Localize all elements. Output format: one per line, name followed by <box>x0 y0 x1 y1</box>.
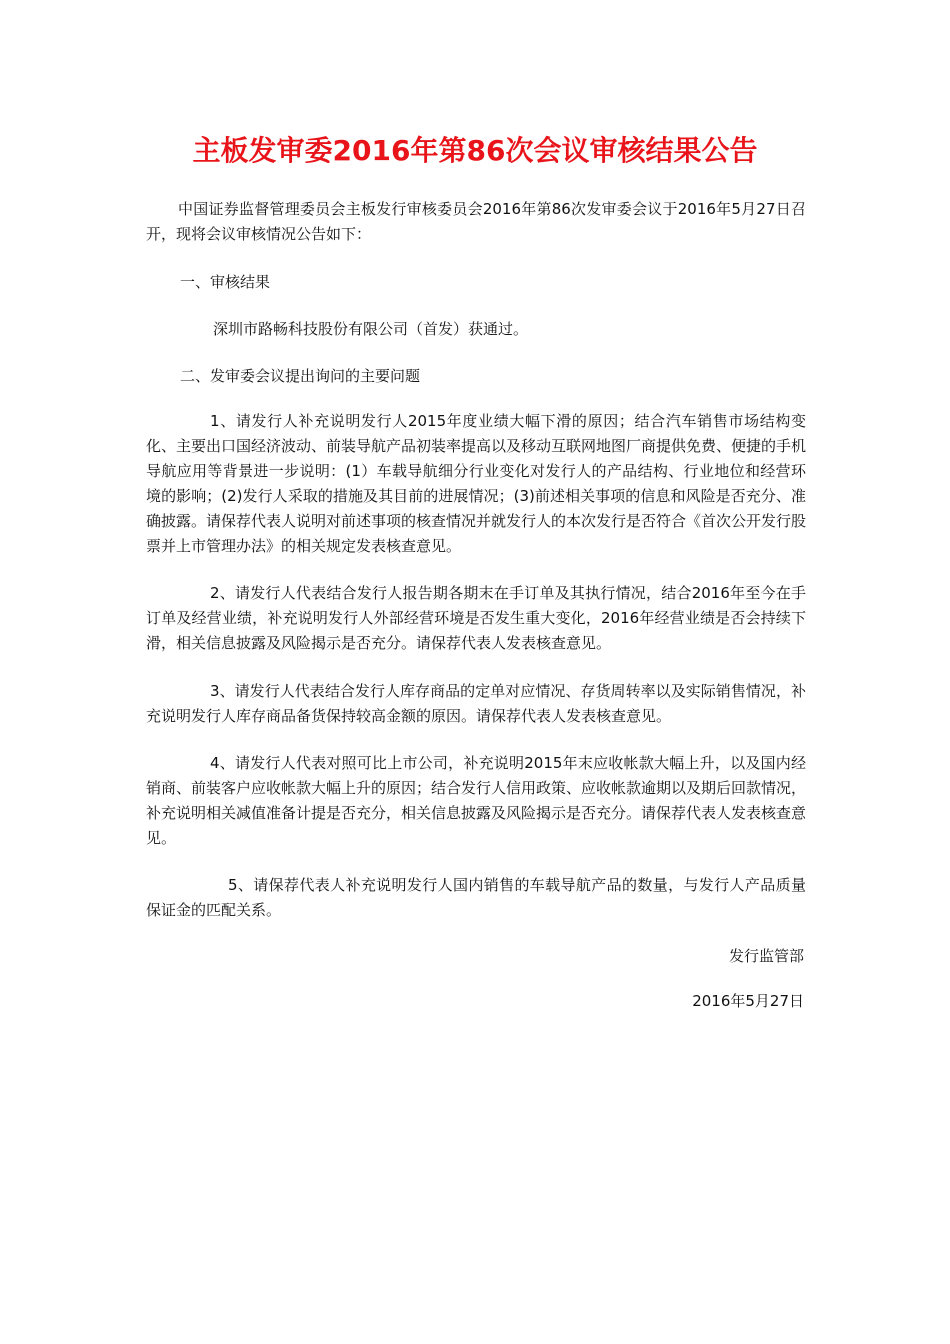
document-title: 主板发审委2016年第86次会议审核结果公告 <box>192 134 758 167</box>
question-1: 1、请发行人补充说明发行人2015年度业绩大幅下滑的原因；结合汽车销售市场结构变化、主要出口国经济波动、前装导航产品初装率提高以及移动互联网地图厂商提供免费、便捷的手机导航应用等背景进一步说明：(1）车载导航细分行业变化对发行人的产品结构、行业地位和经营环境的影响；(2)发行人采取的措施及其目前的进展情况；(3)前述相关事项的信息和风险是否充分、准确披露。请保荐代表人说明对前述事项的核查情况并就发行人的本次发行是否符合《首次公开发行股票并上市管理办法》的相关规定发表核查意见。 <box>146 412 807 555</box>
section2-heading: 二、发审委会议提出询问的主要问题 <box>180 367 421 385</box>
signature-date: 2016年5月27日 <box>692 992 804 1010</box>
signature-department: 发行监管部 <box>728 947 804 965</box>
section1-heading: 一、审核结果 <box>180 273 271 291</box>
question-4: 4、请发行人代表对照可比上市公司，补充说明2015年末应收帐款大幅上升，以及国内经销商、前装客户应收帐款大幅上升的原因；结合发行人信用政策、应收帐款逾期以及期后回款情况，补充说明相关减值准备计提是否充分，相关信息披露及风险揭示是否充分。请保荐代表人发表核查意见。 <box>146 754 807 847</box>
question-3: 3、请发行人代表结合发行人库存商品的定单对应情况、存货周转率以及实际销售情况，补充说明发行人库存商品备货保持较高金额的原因。请保荐代表人发表核查意见。 <box>146 682 806 725</box>
question-5: 5、请保荐代表人补充说明发行人国内销售的车载导航产品的数量，与发行人产品质量保证金的匹配关系。 <box>146 876 806 919</box>
intro-paragraph: 中国证券监督管理委员会主板发行审核委员会2016年第86次发审委会议于2016年5月27日召开，现将会议审核情况公告如下： <box>146 200 806 243</box>
question-2: 2、请发行人代表结合发行人报告期各期末在手订单及其执行情况，结合2016年至今在手订单及经营业绩，补充说明发行人外部经营环境是否发生重大变化，2016年经营业绩是否会持续下滑，相关信息披露及风险揭示是否充分。请保荐代表人发表核查意见。 <box>146 584 806 652</box>
review-result: 深圳市路畅科技股份有限公司（首发）获通过。 <box>213 320 529 338</box>
